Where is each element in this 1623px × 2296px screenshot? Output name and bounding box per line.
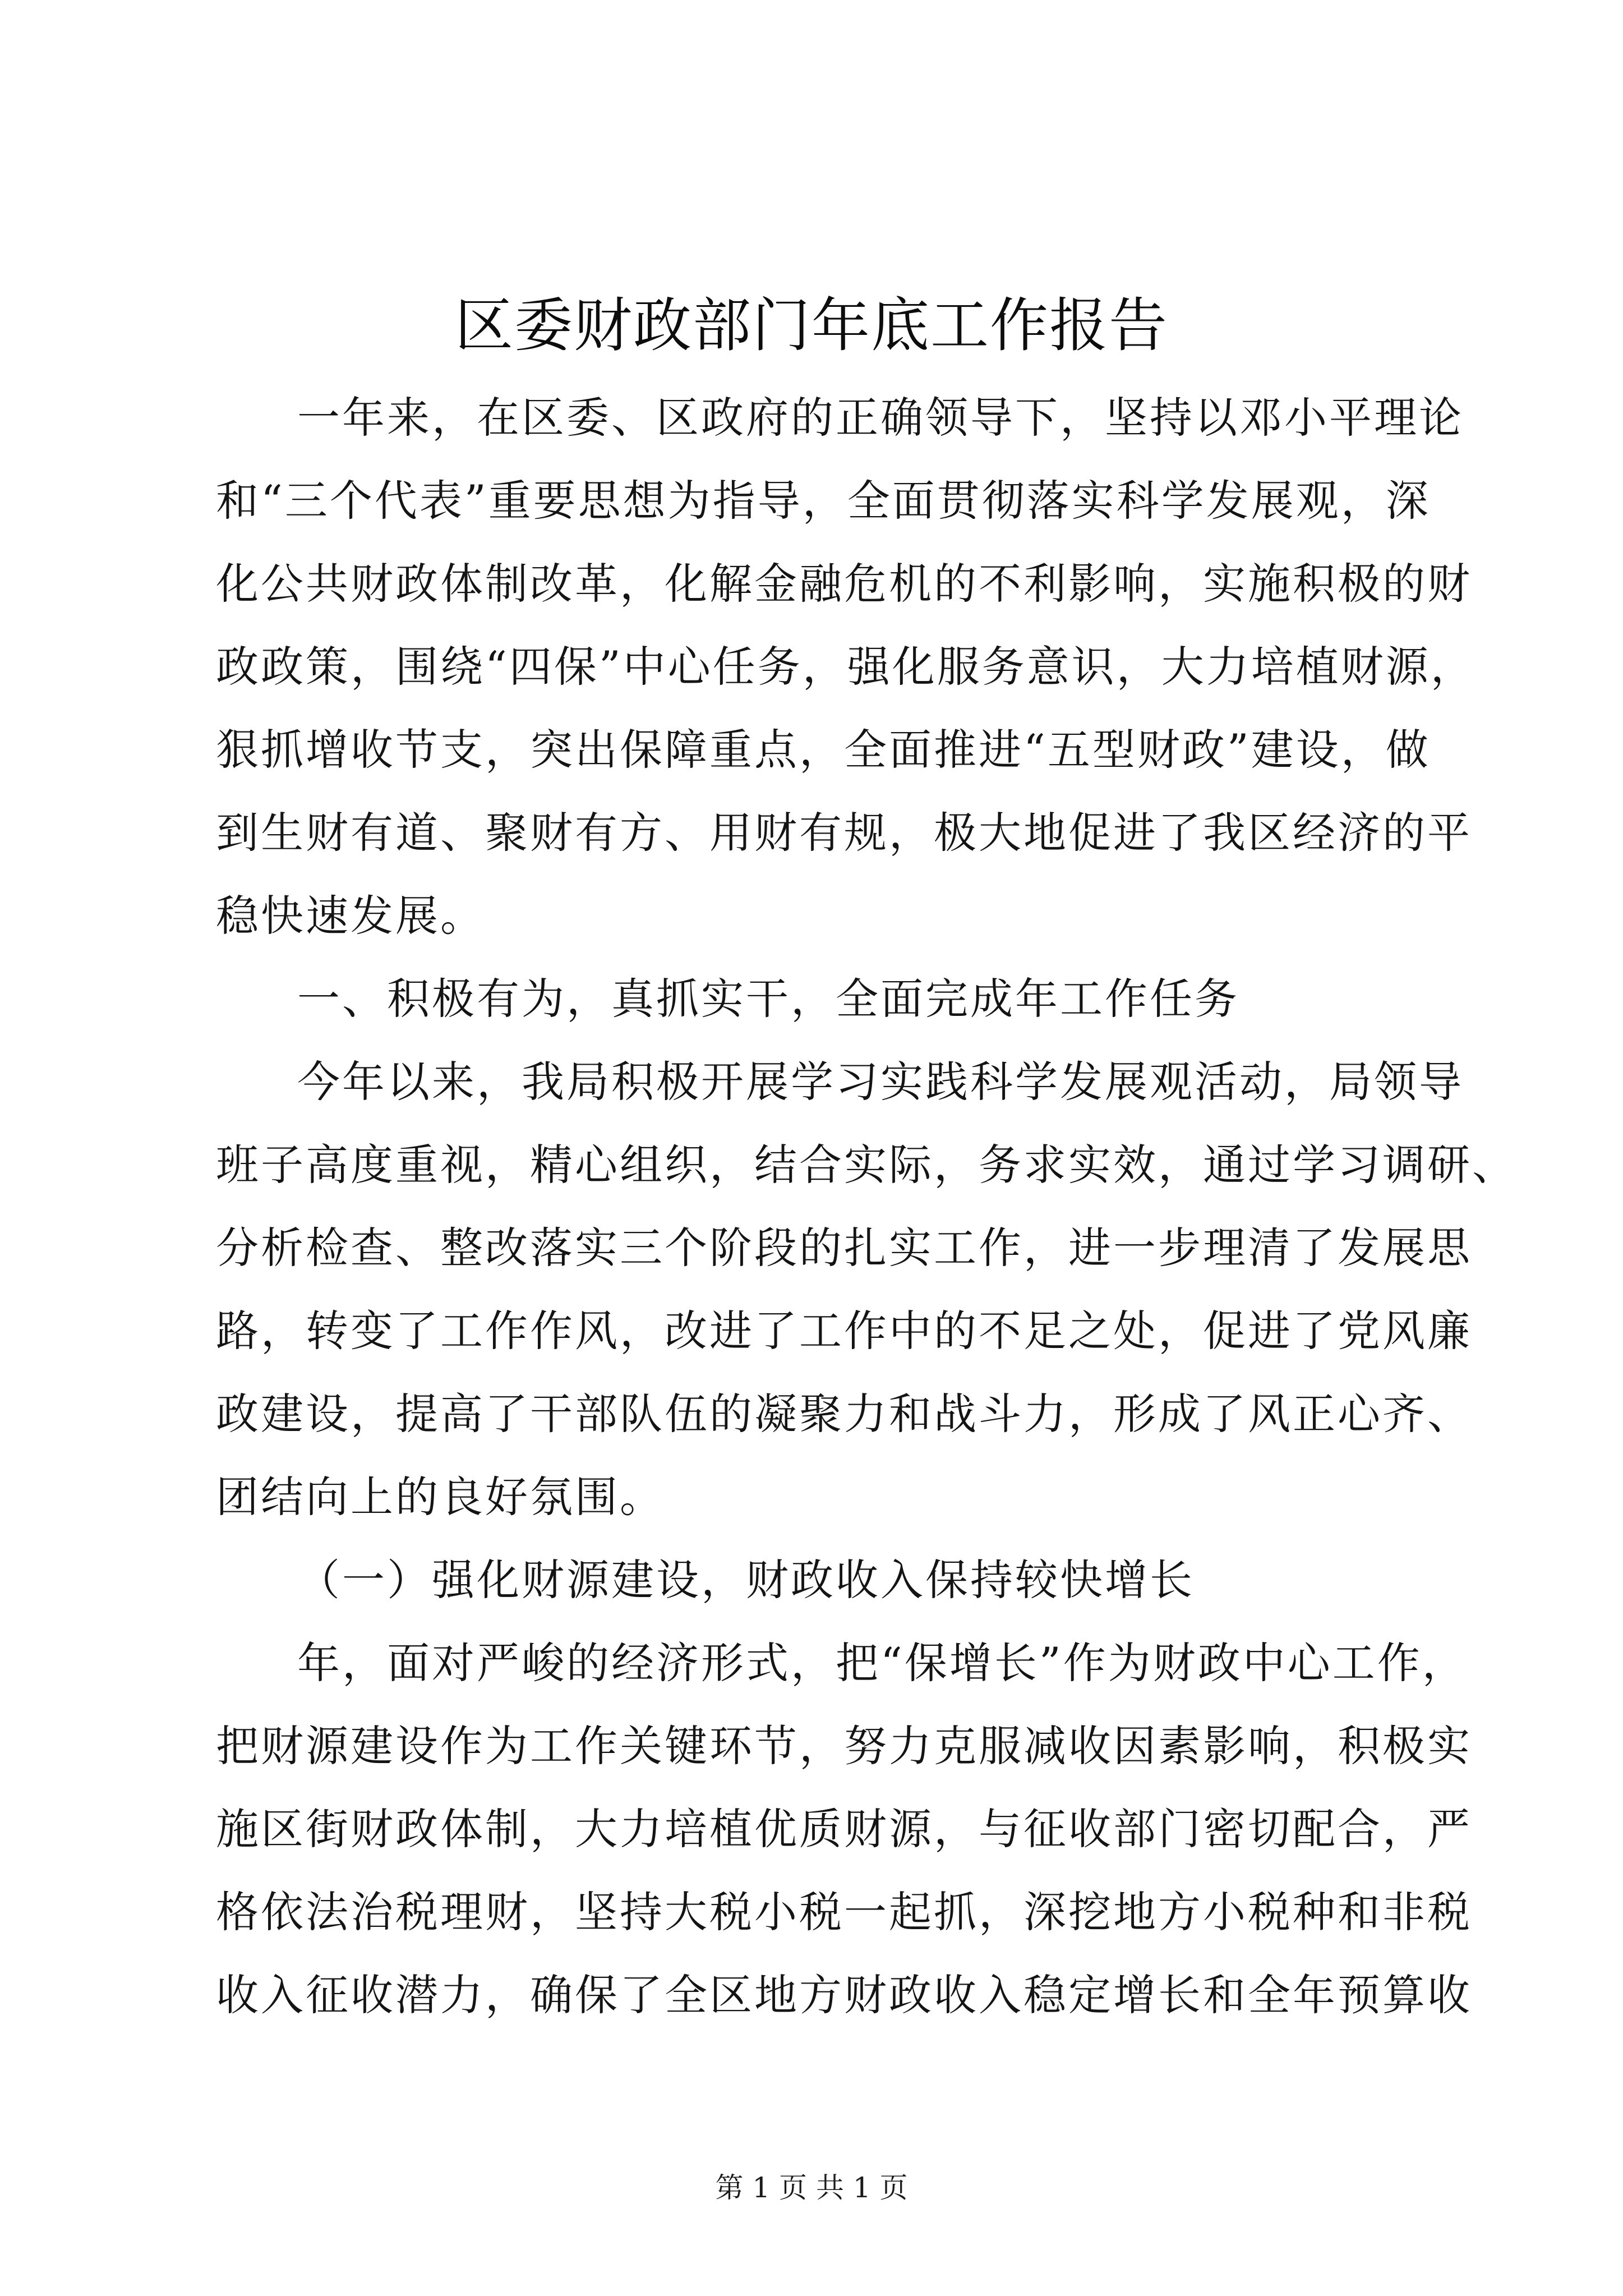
paragraph-3-line-1: 年，面对严峻的经济形式，把“保增长”作为财政中心工作，	[297, 1638, 1467, 1688]
paragraph-2-line-5: 政建设，提高了干部队伍的凝聚力和战斗力，形成了风正心齐、	[216, 1389, 1472, 1439]
paragraph-3-line-2: 把财源建设作为工作关键环节，努力克服减收因素影响，积极实	[216, 1721, 1472, 1771]
paragraph-2-line-6: 团结向上的良好氛围。	[216, 1472, 665, 1522]
paragraph-1-line-1: 一年来，在区委、区政府的正确领导下，坚持以邓小平理论	[297, 393, 1464, 443]
paragraph-2-line-4: 路，转变了工作作风，改进了工作中的不足之处，促进了党风廉	[216, 1306, 1472, 1356]
section-heading-1: 一、积极有为，真抓实干，全面完成年工作任务	[297, 974, 1239, 1024]
paragraph-1-line-6: 到生财有道、聚财有方、用财有规，极大地促进了我区经济的平	[216, 808, 1472, 858]
paragraph-2-line-2: 班子高度重视，精心组织，结合实际，务求实效，通过学习调研、	[216, 1140, 1517, 1190]
paragraph-3-line-5: 收入征收潜力，确保了全区地方财政收入稳定增长和全年预算收	[216, 1970, 1472, 2020]
document-title: 区委财政部门年底工作报告	[454, 291, 1168, 360]
document-body	[216, 387, 1517, 2070]
paragraph-1-line-7: 稳快速发展。	[216, 891, 485, 941]
paragraph-3-line-3: 施区街财政体制，大力培植优质财源，与征收部门密切配合，严	[216, 1804, 1472, 1854]
paragraph-2-line-3: 分析检查、整改落实三个阶段的扎实工作，进一步理清了发展思	[216, 1223, 1472, 1273]
paragraph-1-line-4: 政政策，围绕“四保”中心任务，强化服务意识，大力培植财源，	[216, 642, 1476, 692]
page-footer: 第 1 页 共 1 页	[715, 2171, 908, 2204]
paragraph-1-line-3: 化公共财政体制改革，化解金融危机的不利影响，实施积极的财	[216, 559, 1472, 609]
paragraph-2-line-1: 今年以来，我局积极开展学习实践科学发展观活动，局领导	[297, 1057, 1464, 1107]
paragraph-1-line-2: 和“三个代表”重要思想为指导，全面贯彻落实科学发展观，深	[216, 476, 1431, 526]
section-heading-2: （一）强化财源建设，财政收入保持较快增长	[297, 1555, 1195, 1605]
paragraph-1-line-5: 狠抓增收节支，突出保障重点，全面推进“五型财政”建设，做	[216, 725, 1431, 775]
paragraph-3-line-4: 格依法治税理财，坚持大税小税一起抓，深挖地方小税种和非税	[216, 1887, 1472, 1937]
